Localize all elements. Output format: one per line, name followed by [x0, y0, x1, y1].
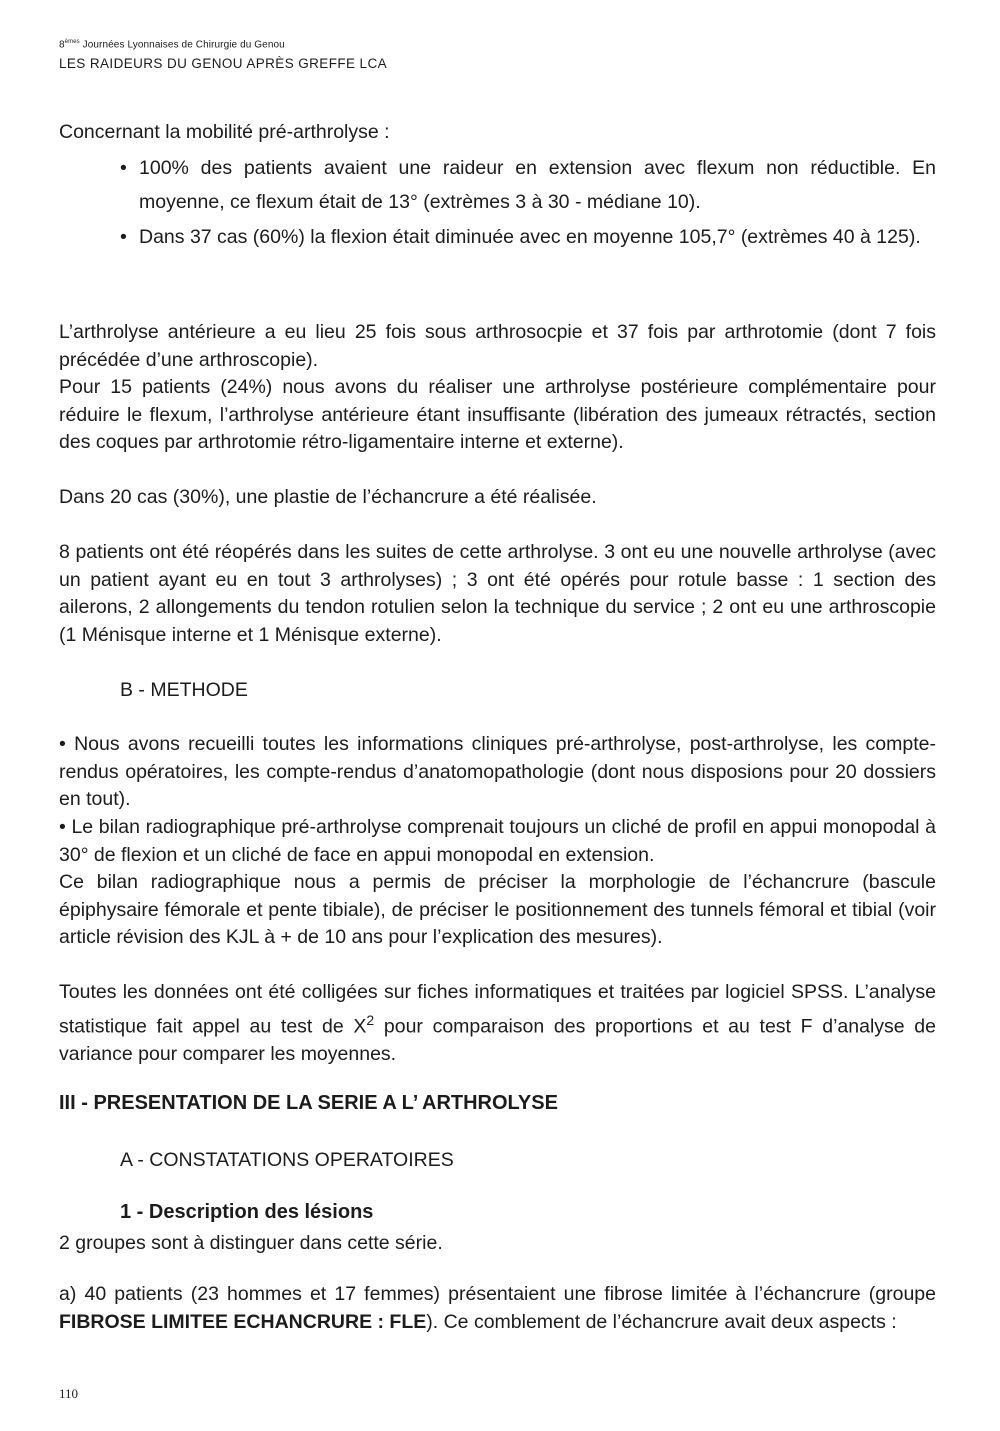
paragraph: Ce bilan radiographique nous a permis de préciser la morphologie de l’échancrure (bascule épiphysaire fémorale et pente tibiale), de préciser le positionnement des tunnels fémoral et tibial (voir article révision des KJL à + de 10 ans pour l’explication des mesures).	[59, 871, 936, 948]
section-heading-iii: III - PRESENTATION DE LA SERIE A L’ ARTHROLYSE	[59, 1092, 558, 1114]
journal-name: Journées Lyonnaises de Chirurgie du Genou	[79, 39, 285, 51]
paragraph: • Nous avons recueilli toutes les informations cliniques pré-arthrolyse, post-arthrolyse, les compte-rendus opératoires, les compte-rendus d’anatomopathologie (dont nous disposions pour 20 dossiers en tout).	[59, 733, 936, 810]
stat-text-start: Toutes les données ont été colligées sur fiches informatiques et traitées par logiciel SPSS. L’analyse statistique fait appel au test de X	[59, 981, 936, 1037]
bullet-text: Dans 37 cas (60%) la flexion était diminuée avec en moyenne 105,7° (extrèmes 40 à 125).	[139, 226, 921, 248]
bullet-item	[120, 151, 936, 219]
bullet-text: 100% des patients avaient une raideur en extension avec flexum non réductible. En moyenne, ce flexum était de 13° (extrèmes 3 à 30 - médiane 10).	[139, 157, 936, 213]
paragraph: Pour 15 patients (24%) nous avons du réaliser une arthrolyse postérieure complémentaire pour réduire le flexum, l’arthrolyse antérieure étant insuffisante (libération des jumeaux rétractés, section des coques par arthrotomie rétro-ligamentaire interne et externe).	[59, 376, 936, 453]
section-heading-a: A - CONSTATATIONS OPERATOIRES	[120, 1149, 454, 1171]
page-number: 110	[59, 1386, 79, 1401]
intro-line: Concernant la mobilité pré-arthrolyse :	[59, 121, 390, 143]
bullet-mark: •	[120, 226, 127, 248]
bullet-item	[120, 220, 936, 254]
paragraph: Dans 20 cas (30%), une plastie de l’échancrure a été réalisée.	[59, 486, 597, 508]
stat-text-end: pour comparaison des proportions et au test F d’analyse de variance pour comparer les moyennes.	[59, 1015, 936, 1065]
group-text-start: a) 40 patients (23 hommes et 17 femmes) présentaient une fibrose limitée à l’échancrure (groupe	[59, 1283, 936, 1305]
paragraph-group-fle	[59, 1281, 936, 1336]
journal-header	[59, 39, 285, 50]
paragraph-statistics	[59, 979, 936, 1068]
journal-number: 8	[59, 39, 65, 51]
paragraph: • Le bilan radiographique pré-arthrolyse comprenait toujours un cliché de profil en appui monopodal à 30° de flexion et un cliché de face en appui monopodal en extension.	[59, 816, 936, 866]
bullet-mark: •	[120, 157, 127, 179]
group-name-bold: FIBROSE LIMITEE ECHANCRURE : FLE	[59, 1310, 427, 1333]
section-heading-b: B - METHODE	[120, 679, 248, 701]
paragraph: 2 groupes sont à distinguer dans cette série.	[59, 1232, 443, 1254]
chi-square-exponent: 2	[366, 1011, 375, 1028]
journal-number-suffix: èmes	[64, 39, 80, 45]
paragraph: L’arthrolyse antérieure a eu lieu 25 fois sous arthrosocpie et 37 fois par arthrotomie (dont 7 fois précédée d’une arthroscopie).	[59, 321, 936, 371]
group-text-end: ). Ce comblement de l’échancrure avait deux aspects :	[426, 1310, 897, 1333]
subsection-heading: 1 - Description des lésions	[120, 1201, 374, 1223]
running-title: LES RAIDEURS DU GENOU APRÈS GREFFE LCA	[59, 56, 388, 71]
paragraph: 8 patients ont été réopérés dans les suites de cette arthrolyse. 3 ont eu une nouvelle arthrolyse (avec un patient ayant eu en tout 3 arthrolyses) ; 3 ont été opérés pour rotule basse : 1 section des ailerons, 2 allongements du tendon rotulien selon la technique du service ; 2 ont eu une arthroscopie (1 Ménisque interne et 1 Ménisque externe).	[59, 541, 936, 646]
